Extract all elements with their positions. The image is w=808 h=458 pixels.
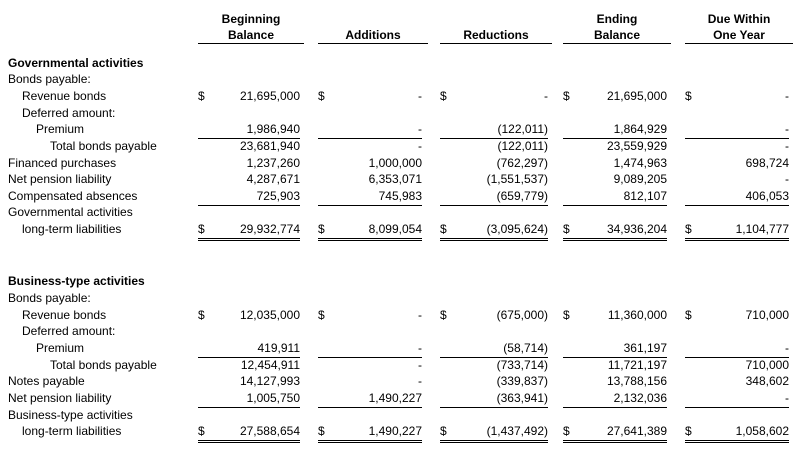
amount: 12,035,000 [239, 308, 300, 322]
amount: (659,779) [496, 189, 548, 203]
row-label: Governmental activities [8, 205, 133, 219]
amount: - [785, 172, 789, 186]
column-header-additions [318, 11, 428, 43]
cell-additions [318, 138, 422, 155]
cell-ending [563, 307, 667, 324]
cell-additions [318, 373, 422, 390]
dollar-sign: $ [685, 424, 692, 438]
dollar-sign: $ [563, 222, 570, 236]
cell-beginning [198, 88, 300, 105]
amount: (339,837) [496, 374, 548, 388]
column-header-reductions [440, 11, 552, 43]
amount: - [785, 139, 789, 153]
cell-reductions [440, 307, 548, 324]
amount: - [418, 139, 422, 153]
amount: 8,099,054 [368, 222, 422, 236]
cell-reductions [440, 171, 548, 188]
header-line1 [440, 11, 552, 27]
dollar-sign: $ [318, 222, 325, 236]
amount: - [785, 341, 789, 355]
dollar-sign: $ [685, 89, 692, 103]
amount: (122,011) [497, 139, 548, 153]
table-row [0, 121, 808, 138]
cell-beginning [198, 357, 300, 374]
cell-reductions [440, 138, 548, 155]
row-label: Premium [36, 122, 85, 136]
amount: (733,714) [496, 358, 548, 372]
amount: (1,551,537) [486, 172, 548, 186]
dollar-sign: $ [198, 424, 205, 438]
header-line2: Balance [593, 28, 641, 42]
cell-reductions [440, 155, 548, 172]
amount: (363,941) [496, 391, 548, 405]
amount: 9,089,205 [613, 172, 667, 186]
amount: - [418, 358, 422, 372]
cell-due [685, 138, 789, 155]
column-header-ending-balance [563, 11, 671, 43]
amount: 348,602 [745, 374, 789, 388]
amount: - [785, 122, 789, 136]
row-label: Net pension liability [8, 172, 112, 186]
section-heading-business [0, 273, 808, 290]
amount: 14,127,993 [239, 374, 300, 388]
amount: (3,095,624) [486, 222, 548, 236]
amount: 1,986,940 [246, 122, 300, 136]
dollar-sign: $ [198, 222, 205, 236]
header-line1: Beginning [221, 12, 281, 26]
cell-due [685, 221, 789, 241]
amount: (122,011) [497, 122, 548, 136]
dollar-sign: $ [440, 89, 447, 103]
table-row [0, 204, 808, 221]
table-row [0, 357, 808, 374]
cell-additions [318, 121, 422, 139]
cell-additions [318, 155, 422, 172]
dollar-sign: $ [318, 424, 325, 438]
cell-due [685, 357, 789, 374]
header-underline [563, 43, 671, 44]
row-label: Business-type activities [8, 408, 133, 422]
amount: - [785, 89, 789, 103]
cell-beginning [198, 171, 300, 188]
section-title: Business-type activities [8, 274, 145, 288]
cell-ending [563, 121, 667, 139]
header-line1: Due Within [707, 12, 771, 26]
amount: 23,559,929 [606, 139, 667, 153]
table-row [0, 105, 808, 122]
dollar-sign: $ [685, 222, 692, 236]
amount: 11,360,000 [607, 308, 667, 322]
amount: 1,490,227 [368, 391, 422, 405]
amount: 1,104,777 [735, 222, 789, 236]
amount: 34,936,204 [606, 222, 667, 236]
section-title: Governmental activities [8, 56, 144, 70]
amount: 11,721,197 [607, 358, 667, 372]
cell-additions [318, 423, 422, 443]
header-underline [198, 43, 304, 44]
row-label: Financed purchases [8, 156, 117, 170]
dollar-sign: $ [563, 308, 570, 322]
table-row [0, 171, 808, 188]
table-row [0, 390, 808, 407]
table-row [0, 373, 808, 390]
cell-beginning [198, 373, 300, 390]
header-underline [685, 43, 793, 44]
table-row [0, 407, 808, 424]
cell-reductions [440, 221, 548, 241]
total-row-business [0, 423, 808, 440]
table-row [0, 88, 808, 105]
cell-ending [563, 340, 667, 358]
column-header-beginning-balance [198, 11, 304, 43]
amount: - [418, 89, 422, 103]
cell-due [685, 88, 789, 105]
amount: 1,474,963 [613, 156, 667, 170]
table-row [0, 323, 808, 340]
cell-ending [563, 423, 667, 443]
column-header-due-within-one-year [685, 11, 793, 43]
amount: 1,490,227 [368, 424, 422, 438]
cell-additions [318, 307, 422, 324]
header-line2: One Year [713, 28, 765, 42]
row-label: long-term liabilities [22, 222, 122, 236]
row-label: Compensated absences [8, 189, 138, 203]
cell-reductions [440, 121, 548, 139]
amount: 1,000,000 [368, 156, 422, 170]
cell-ending [563, 221, 667, 241]
cell-additions [318, 357, 422, 374]
amount: 21,695,000 [239, 89, 300, 103]
row-label: Premium [36, 341, 85, 355]
header-underline [318, 43, 428, 44]
cell-ending [563, 138, 667, 155]
table-row [0, 340, 808, 357]
amount: 710,000 [745, 308, 789, 322]
dollar-sign: $ [563, 89, 570, 103]
cell-additions [318, 390, 422, 408]
row-label: Bonds payable: [8, 72, 91, 86]
amount: 1,237,260 [246, 156, 300, 170]
amount: 1,864,929 [613, 122, 667, 136]
table-row [0, 71, 808, 88]
table-row [0, 307, 808, 324]
amount: 21,695,000 [606, 89, 667, 103]
cell-reductions [440, 423, 548, 443]
row-label: Revenue bonds [22, 89, 107, 103]
amount: (58,714) [503, 341, 548, 355]
cell-additions [318, 221, 422, 241]
amount: 13,788,156 [606, 374, 667, 388]
row-label: long-term liabilities [22, 424, 122, 438]
row-label: Bonds payable: [8, 291, 91, 305]
amount: - [418, 341, 422, 355]
cell-additions [318, 171, 422, 188]
amount: 725,903 [256, 189, 300, 203]
row-label: Net pension liability [8, 391, 112, 405]
amount: 698,724 [745, 156, 789, 170]
cell-due [685, 423, 789, 443]
row-label: Notes payable [8, 374, 85, 388]
cell-ending [563, 390, 667, 408]
cell-due [685, 155, 789, 172]
amount: 1,058,602 [735, 424, 789, 438]
amount: 406,053 [745, 189, 789, 203]
header-line2: Balance [227, 28, 275, 42]
amount: 27,641,389 [606, 424, 667, 438]
header-line2: Additions [345, 28, 401, 42]
header-underline [440, 43, 552, 44]
cell-due [685, 373, 789, 390]
cell-ending [563, 88, 667, 105]
row-label: Deferred amount: [22, 324, 116, 338]
dollar-sign: $ [440, 424, 447, 438]
amount: - [418, 308, 422, 322]
amount: (762,297) [496, 156, 548, 170]
cell-beginning [198, 221, 300, 241]
table-row [0, 155, 808, 172]
amount: 23,681,940 [239, 139, 300, 153]
cell-reductions [440, 390, 548, 408]
cell-additions [318, 340, 422, 358]
amount: 2,132,036 [613, 391, 667, 405]
table-row [0, 188, 808, 205]
cell-additions [318, 88, 422, 105]
row-label: Revenue bonds [22, 308, 107, 322]
dollar-sign: $ [685, 308, 692, 322]
dollar-sign: $ [563, 424, 570, 438]
amount: 6,353,071 [368, 172, 422, 186]
amount: 4,287,671 [246, 172, 300, 186]
row-label: Deferred amount: [22, 106, 116, 120]
cell-due [685, 121, 789, 139]
cell-beginning [198, 155, 300, 172]
cell-due [685, 390, 789, 408]
cell-beginning [198, 138, 300, 155]
table-row [0, 290, 808, 307]
cell-ending [563, 373, 667, 390]
amount: 1,005,750 [246, 391, 300, 405]
cell-ending [563, 171, 667, 188]
cell-beginning [198, 307, 300, 324]
cell-beginning [198, 340, 300, 358]
cell-reductions [440, 340, 548, 358]
amount: 812,107 [623, 189, 667, 203]
amount: 27,588,654 [239, 424, 300, 438]
cell-due [685, 307, 789, 324]
cell-due [685, 340, 789, 358]
cell-beginning [198, 423, 300, 443]
cell-due [685, 171, 789, 188]
amount: 745,983 [378, 189, 422, 203]
total-row-governmental [0, 221, 808, 238]
amount: 710,000 [745, 358, 789, 372]
dollar-sign: $ [198, 89, 205, 103]
cell-reductions [440, 357, 548, 374]
dollar-sign: $ [440, 222, 447, 236]
cell-reductions [440, 373, 548, 390]
amount: (675,000) [496, 308, 548, 322]
header-line1: Ending [596, 12, 638, 26]
dollar-sign: $ [198, 308, 205, 322]
cell-beginning [198, 390, 300, 408]
amount: 361,197 [623, 341, 667, 355]
cell-ending [563, 155, 667, 172]
amount: (1,437,492) [486, 424, 548, 438]
row-label: Total bonds payable [50, 358, 157, 372]
header-line1 [318, 11, 428, 27]
table-row [0, 138, 808, 155]
dollar-sign: $ [318, 308, 325, 322]
header-line2: Reductions [463, 28, 529, 42]
cell-beginning [198, 121, 300, 139]
amount: - [544, 89, 548, 103]
dollar-sign: $ [440, 308, 447, 322]
row-label: Total bonds payable [50, 139, 157, 153]
amount: - [418, 374, 422, 388]
section-heading-governmental [0, 55, 808, 72]
amount: 12,454,911 [240, 358, 300, 372]
amount: - [418, 122, 422, 136]
cell-ending [563, 357, 667, 374]
dollar-sign: $ [318, 89, 325, 103]
amount: 419,911 [257, 341, 300, 355]
amount: - [785, 391, 789, 405]
cell-reductions [440, 88, 548, 105]
amount: 29,932,774 [239, 222, 300, 236]
